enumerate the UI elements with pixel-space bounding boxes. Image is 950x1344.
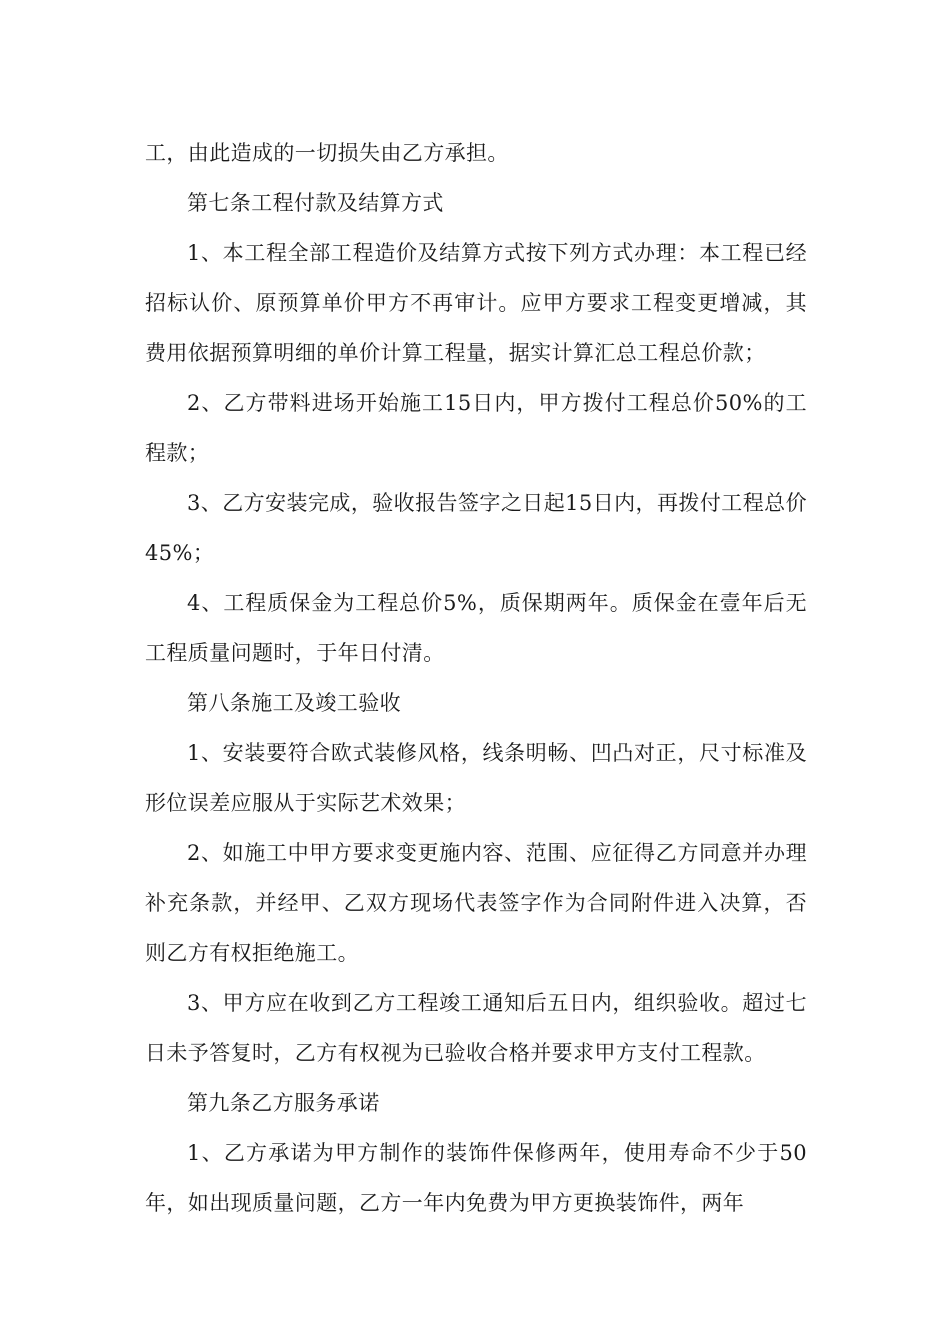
article-7-clause-1: 1、本工程全部工程造价及结算方式按下列方式办理：本工程已经招标认价、原预算单价甲方不再审计。应甲方要求工程变更增减，其费用依据预算明细的单价计算工程量，据实计算汇总工程总价款； xyxy=(145,241,807,365)
article-7-clause-3: 3、乙方安装完成，验收报告签字之日起15日内，再拨付工程总价45%； xyxy=(145,491,807,565)
article-9-clause-1: 1、乙方承诺为甲方制作的装饰件保修两年，使用寿命不少于50年，如出现质量问题，乙方一年内免费为甲方更换装饰件，两年 xyxy=(145,1141,807,1215)
article-9-heading: 第九条乙方服务承诺 xyxy=(187,1091,380,1115)
article-8-clause-1: 1、安装要符合欧式装修风格，线条明畅、凹凸对正，尺寸标准及形位误差应服从于实际艺术效果； xyxy=(145,741,807,815)
paragraph-continuation: 工，由此造成的一切损失由乙方承担。 xyxy=(145,141,509,165)
document-body xyxy=(145,128,807,1228)
article-7-clause-4: 4、工程质保金为工程总价5%，质保期两年。质保金在壹年后无工程质量问题时，于年日付清。 xyxy=(145,591,807,665)
article-8-clause-2: 2、如施工中甲方要求变更施内容、范围、应征得乙方同意并办理补充条款，并经甲、乙双方现场代表签字作为合同附件进入决算，否则乙方有权拒绝施工。 xyxy=(145,841,807,965)
article-7-clause-2: 2、乙方带料进场开始施工15日内，甲方拨付工程总价50%的工程款； xyxy=(145,391,807,465)
article-8-clause-3: 3、甲方应在收到乙方工程竣工通知后五日内，组织验收。超过七日未予答复时，乙方有权视为已验收合格并要求甲方支付工程款。 xyxy=(145,991,807,1065)
article-7-heading: 第七条工程付款及结算方式 xyxy=(187,191,444,215)
article-8-heading: 第八条施工及竣工验收 xyxy=(187,691,401,715)
